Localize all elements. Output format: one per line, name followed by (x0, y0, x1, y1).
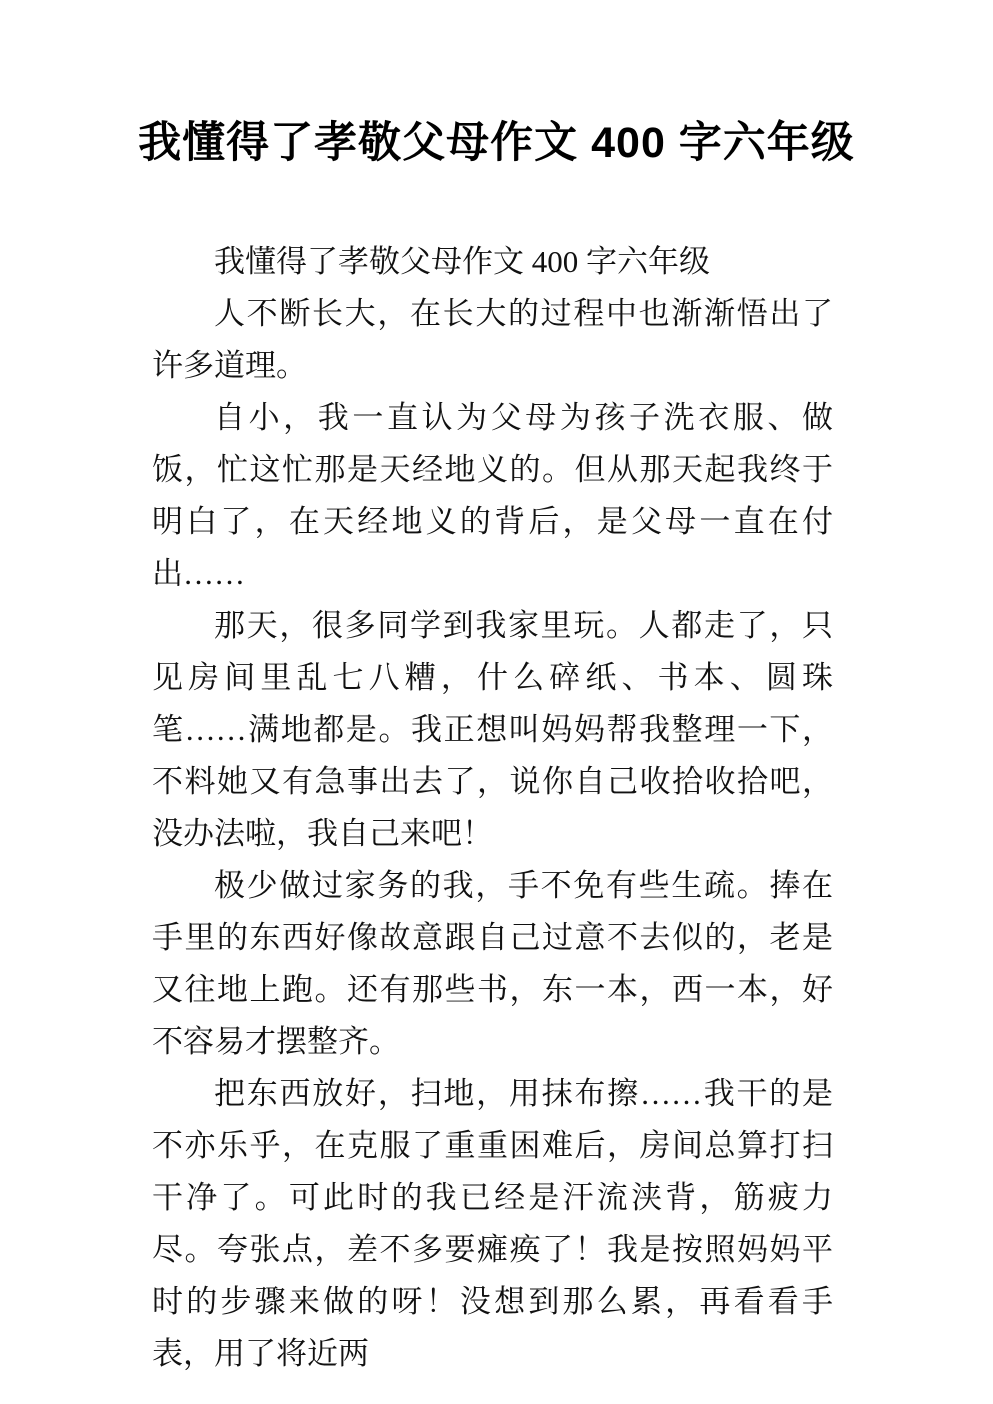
paragraph-intro: 人不断长大，在长大的过程中也渐渐悟出了许多道理。 (152, 296, 833, 383)
paragraph-repeated-title: 我懂得了孝敬父母作文 400 字六年级 (214, 244, 710, 279)
paragraph-chores-unfamiliar: 极少做过家务的我，手不免有些生疏。捧在手里的东西好像故意跟自己过意不去似的，老是又往地上跑。还有那些书，东一本，西一本，好不容易才摆整齐。 (152, 868, 833, 1059)
document-body (152, 236, 833, 1380)
paragraph-cleaning-effort: 把东西放好，扫地，用抹布擦……我干的是不亦乐乎，在克服了重重困难后，房间总算打扫干净了。可此时的我已经是汗流浃背，筋疲力尽。夸张点，差不多要瘫痪了！我是按照妈妈平时的步骤来做的呀！没想到那么累，再看看手表，用了将近两 (152, 1076, 833, 1371)
document-title: 我懂得了孝敬父母作文 400 字六年级 (138, 119, 855, 167)
paragraph-realization: 自小，我一直认为父母为孩子洗衣服、做饭，忙这忙那是天经地义的。但从那天起我终于明白了，在天经地义的背后，是父母一直在付出…… (152, 400, 833, 591)
paragraph-messy-room: 那天，很多同学到我家里玩。人都走了，只见房间里乱七八糟，什么碎纸、书本、圆珠笔……满地都是。我正想叫妈妈帮我整理一下，不料她又有急事出去了，说你自己收拾收拾吧，没办法啦，我自己来吧！ (152, 608, 833, 851)
